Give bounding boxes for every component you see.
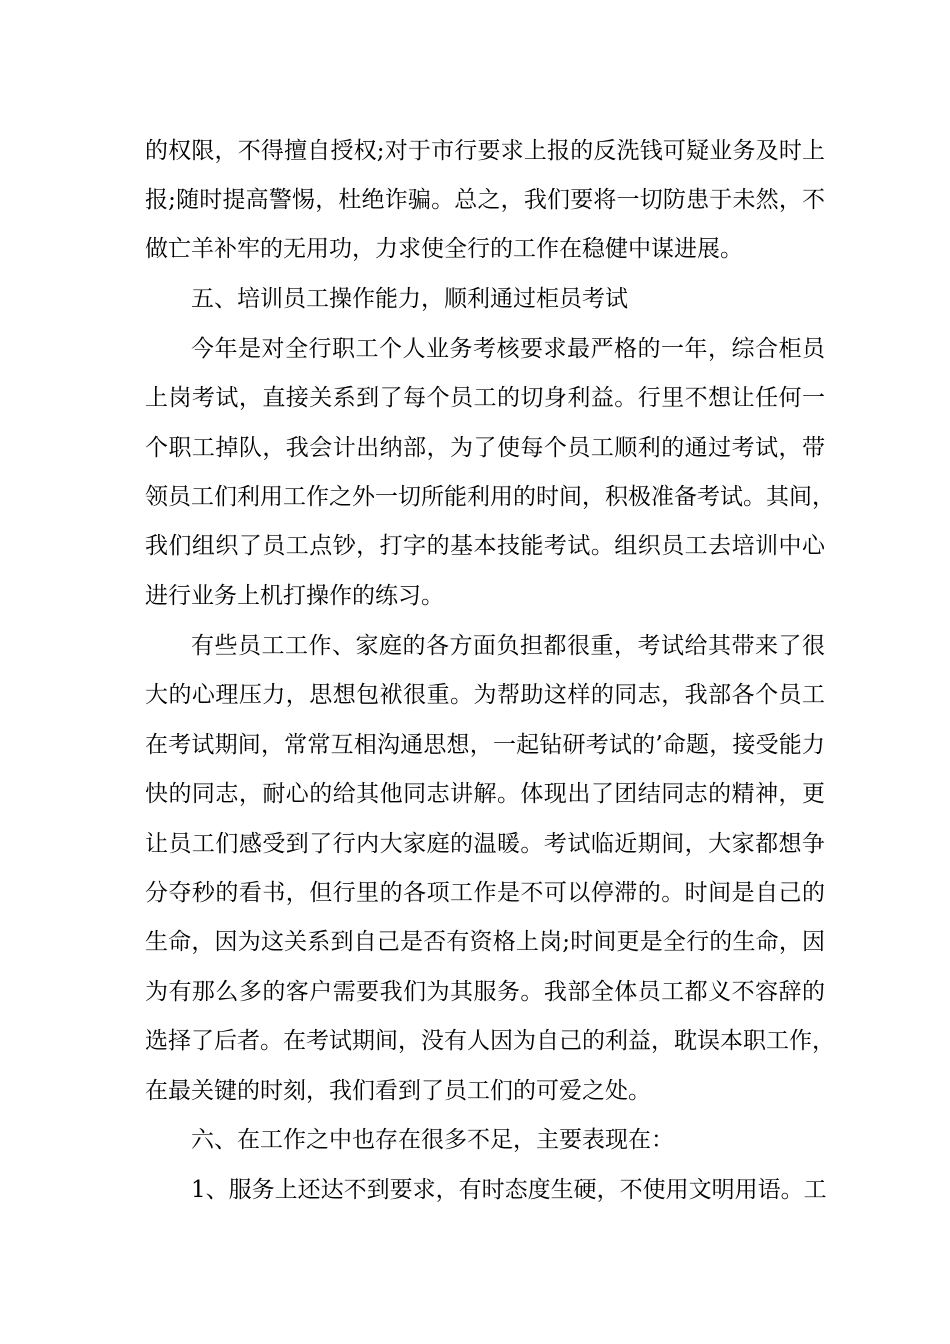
text-line: 领员工们利用工作之外一切所能利用的时间，积极准备考试。其间， xyxy=(145,484,835,510)
text-line: 为有那么多的客户需要我们为其服务。我部全体员工都义不容辞的 xyxy=(145,979,825,1005)
section-heading: 六、在工作之中也存在很多不足，主要表现在： xyxy=(191,1127,674,1153)
text-line: 个职工掉队，我会计出纳部，为了使每个员工顺利的通过考试，带 xyxy=(145,435,825,461)
text-line: 报;随时提高警惕，杜绝诈骗。总之，我们要将一切防患于未然，不 xyxy=(145,187,825,213)
text-line: 我们组织了员工点钞，打字的基本技能考试。组织员工去培训中心 xyxy=(145,533,825,559)
text-line: 的权限，不得擅自授权;对于市行要求上报的反洗钱可疑业务及时上 xyxy=(145,138,825,164)
text-line: 做亡羊补牢的无用功，力求使全行的工作在稳健中谋进展。 xyxy=(145,236,743,262)
text-line: 在考试期间，常常互相沟通思想，一起钻研考试的’命题，接受能力 xyxy=(145,732,825,758)
text-line: 今年是对全行职工个人业务考核要求最严格的一年，综合柜员 xyxy=(191,336,825,362)
text-line: 有些员工工作、家庭的各方面负担都很重，考试给其带来了很 xyxy=(191,633,825,659)
text-line: 上岗考试，直接关系到了每个员工的切身利益。行里不想让任何一 xyxy=(145,385,825,411)
text-line: 进行业务上机打操作的练习。 xyxy=(145,583,444,609)
section-heading: 五、培训员工操作能力，顺利通过柜员考试 xyxy=(191,286,628,312)
text-line: 1、服务上还达不到要求，有时态度生硬，不使用文明用语。工 xyxy=(191,1177,827,1203)
text-line: 选择了后者。在考试期间，没有人因为自己的利益，耽误本职工作， xyxy=(145,1028,835,1054)
text-line: 大的心理压力，思想包袱很重。为帮助这样的同志，我部各个员工 xyxy=(145,682,825,708)
text-line: 快的同志，耐心的给其他同志讲解。体现出了团结同志的精神，更 xyxy=(145,781,825,807)
text-line: 生命，因为这关系到自己是否有资格上岗;时间更是全行的生命，因 xyxy=(145,929,825,955)
text-line: 在最关键的时刻，我们看到了员工们的可爱之处。 xyxy=(145,1078,651,1104)
text-line: 分夺秒的看书，但行里的各项工作是不可以停滞的。时间是自己的 xyxy=(145,880,825,906)
text-line: 让员工们感受到了行内大家庭的温暖。考试临近期间，大家都想争 xyxy=(145,831,825,857)
